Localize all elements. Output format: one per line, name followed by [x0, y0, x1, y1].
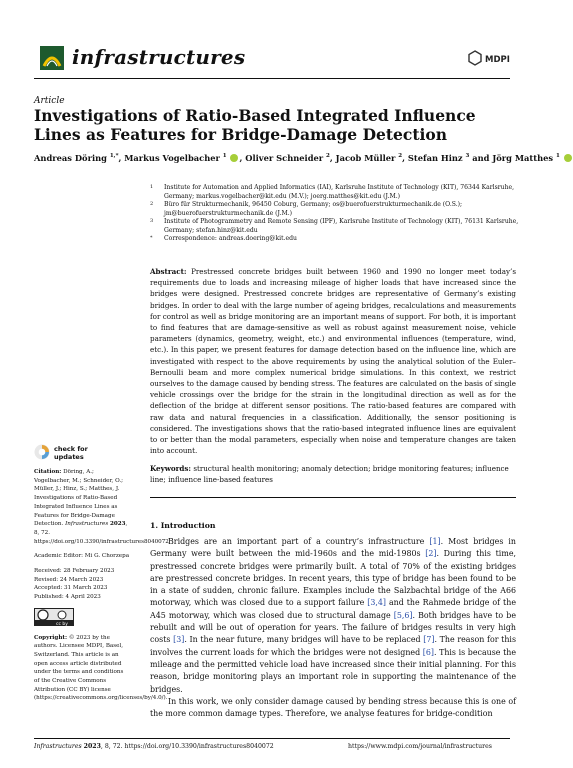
- paragraph-text: and the Rahmede bridge of the A45 motorway, which was closed due to structural damage: [150, 598, 516, 620]
- affiliation-number: 1: [150, 184, 154, 190]
- author-affiliation-marker: 2: [326, 153, 330, 160]
- author-affiliation-marker: 3: [465, 153, 470, 160]
- footer-rule: [34, 738, 510, 739]
- orcid-icon[interactable]: [564, 154, 572, 162]
- keywords-text: structural health monitoring; anomaly detection; bridge monitoring features; influence line; influence line-based features: [150, 464, 509, 485]
- paragraph-text: . In the near future, many bridges will have to be replaced: [184, 635, 424, 645]
- svg-text:cc by: cc by: [56, 621, 68, 627]
- affiliation-item: [150, 235, 520, 244]
- journal-name: infrastructures: [72, 45, 246, 69]
- affiliation-item: [150, 218, 520, 235]
- affiliation-number: 3: [150, 218, 154, 224]
- article-type: Article: [34, 96, 65, 106]
- affiliation-text: Institute for Automation and Applied Informatics (IAI), Karlsruhe Institute of Technology (KIT), 76344 Karlsruhe, Germany; markus.vogelbacher@kit.edu (M.V.); joerg.matthes@kit.edu (J.M.): [164, 184, 515, 200]
- footer-citation: Infrastructures 2023, 8, 72. https://doi.org/10.3390/infrastructures8040072: [34, 743, 274, 750]
- citation-link[interactable]: [5,6]: [393, 610, 413, 620]
- citation-block: Citation: Döring, A.; Vogelbacher, M.; Schneider, O.; Müller, J.; Hinz, S.; Matthes, J. Investigations of Ratio-Based Integrated Influence Lines as Features for Bridge-Damage Detection. Infrastructures 2023, 8, 72. https://doi.org/10.3390/infrastructures8040072: [34, 469, 169, 545]
- abstract: [150, 266, 516, 456]
- citation-link[interactable]: [2]: [425, 549, 437, 559]
- author-name: Andreas Döring: [34, 153, 110, 163]
- copyright-block: Copyright: © 2023 by the authors. Licensee MDPI, Basel, Switzerland. This article is an open access article distributed under the terms and conditions of the Creative Commons Attribution (CC BY) license (https://creativecommons.org/licenses/by/4.0/).: [34, 634, 168, 702]
- citation-doi-link[interactable]: https://doi.org/10.3390/infrastructures8040072: [34, 538, 169, 545]
- author-name: Jacob Müller: [335, 153, 399, 163]
- affiliation-text: Institute of Photogrammetry and Remote Sensing (IPF), Karlsruhe Institute of Technology (KIT), 76131 Karlsruhe, Germany; stefan.hinz@kit.edu: [164, 218, 519, 234]
- author-name: Markus Vogelbacher: [124, 153, 223, 163]
- author-name: Jörg Matthes: [492, 153, 556, 163]
- academic-editor: Academic Editor: Mi G. Chorzepa: [34, 553, 130, 560]
- section-heading: 1. Introduction: [150, 521, 216, 530]
- paragraph-text: Bridges are an important part of a country’s infrastructure: [168, 537, 430, 546]
- affiliation-text: Büro für Strukturmechanik, 96450 Coburg, Germany; os@buerofuerstrukturmechanik.de (O.S.); jm@buerofuerstrukturmechanik.de (J.M.): [164, 201, 463, 217]
- affiliation-item: [150, 184, 520, 201]
- svg-text:MDPI: MDPI: [485, 55, 510, 65]
- citation-link[interactable]: [6]: [422, 647, 434, 657]
- abstract-text: Prestressed concrete bridges built between 1960 and 1990 no longer meet today’s requirements due to loads and increasing mileage of higher loads that have increased since the bridges were designed. Prestressed concrete bridges are representative of Germany’s existing bridges. In order to deal with the large number of ageing bridges, recalculations and measurements for control as well as bridge monitoring are an important means of support. For both, it is important to find features that are damage-sensitive as well as robust against measurement noise, vehicle parameters (dynamics, geometry, weight, etc.) and environmental influences (temperature, wind, etc.). In this paper, we present features for damage detection based on the influence line, which are investigated with respect to the above requirements by using the analytical solution of the Euler–Bernoulli beam and more complex numerical bridge simulations. In this context, we restrict ourselves to the damage caused by bending stress. The features are calculated on the basis of single vehicle crossings over the bridge for the strain in the longitudinal direction as well as for the deflection of the bridge at different sensor positions. The ratio-based features are compared with raw data and natural frequencies in a classification. Additionally, the sensor positioning is considered. The investigations shows that the ratio-based integrated influence lines are equivalent to or better than the modal parameters, especially when noise and temperature changes are taken into account.: [150, 267, 516, 456]
- affiliation-number: *: [150, 235, 153, 241]
- paragraph-text: . Most bridges in Germany were built between the mid-1960s and the mid-1980s: [150, 537, 517, 559]
- paragraph-1: [150, 536, 516, 696]
- paper-title: Investigations of Ratio-Based Integrated Influence Lines as Features for Bridge-Damage Detection: [34, 106, 476, 144]
- author-affiliation-marker: 1: [222, 153, 227, 160]
- author-name: Oliver Schneider: [245, 153, 327, 163]
- keywords-label: Keywords:: [150, 464, 192, 473]
- check-updates-label: check for updates: [54, 445, 88, 461]
- affiliation-item: [150, 201, 520, 218]
- paragraph-text: . During this time, prestressed concrete bridges were primarily built. A total of 70% of the existing bridges are prestressed concrete bridges. In recent years, this type of bridge has been found to be in a state of sudden, chronic failure. Examples include the Salzbachtal bridge of the A66 motorway, which was closed due to a support failure: [150, 549, 516, 608]
- paragraph-2: In this work, we only consider damage caused by bending stress because this is one of the more common damage types. Therefore, we analyse features for bridge-condition: [150, 696, 516, 719]
- mdpi-logo-icon: [468, 48, 510, 68]
- paragraph-text: . Both bridges have to be rebuilt and will be out of operation for years. The failure of bridges results in very high costs: [150, 610, 516, 645]
- keywords: [150, 463, 516, 485]
- author-list: Andreas Döring $^{1,*}$, Markus Vogelbacher $^1$ , Oliver Schneider $^2$, Jacob Müller $^2$, Stefan Hinz $^3$ and Jörg Matthes $^1$: [34, 153, 573, 163]
- body-text: [150, 536, 516, 720]
- check-updates-icon: [34, 444, 50, 460]
- paragraph-text: . This is because the mileage and the permitted vehicle load have increased since their initial planning. For this reason, bridge monitoring plays an important role in supporting the maintenance of the bridges.: [150, 647, 516, 694]
- author-affiliation-marker: 1: [555, 153, 560, 160]
- cc-by-license-icon: [34, 608, 74, 626]
- dates: Received: 28 February 2023 Revised: 24 March 2023 Accepted: 31 March 2023 Published: 4 April 2023: [34, 568, 115, 601]
- citation-link[interactable]: [7]: [423, 635, 435, 645]
- affiliations: [150, 184, 520, 244]
- citation-link[interactable]: [3,4]: [367, 598, 386, 608]
- abstract-label: Abstract:: [150, 267, 187, 276]
- orcid-icon[interactable]: [230, 154, 238, 162]
- affiliation-text: Correspondence: andreas.doering@kit.edu: [164, 235, 297, 242]
- author-affiliation-marker: 2: [398, 153, 403, 160]
- affiliation-number: 2: [150, 201, 154, 207]
- citation-link[interactable]: [3]: [173, 635, 185, 645]
- check-updates-button[interactable]: [34, 444, 130, 464]
- author-affiliation-marker: 1,*: [109, 153, 119, 160]
- journal-logo-icon: [40, 46, 64, 70]
- header-rule: [34, 78, 510, 79]
- author-name: Stefan Hinz: [407, 153, 466, 163]
- footer-journal-url[interactable]: https://www.mdpi.com/journal/infrastructures: [348, 743, 492, 750]
- paragraph-text: . The reason for this involves the current loads for which the bridges were not designed: [150, 635, 516, 657]
- citation-link[interactable]: [1]: [429, 537, 441, 546]
- sidebar: [34, 444, 169, 709]
- keywords-rule: [150, 497, 516, 498]
